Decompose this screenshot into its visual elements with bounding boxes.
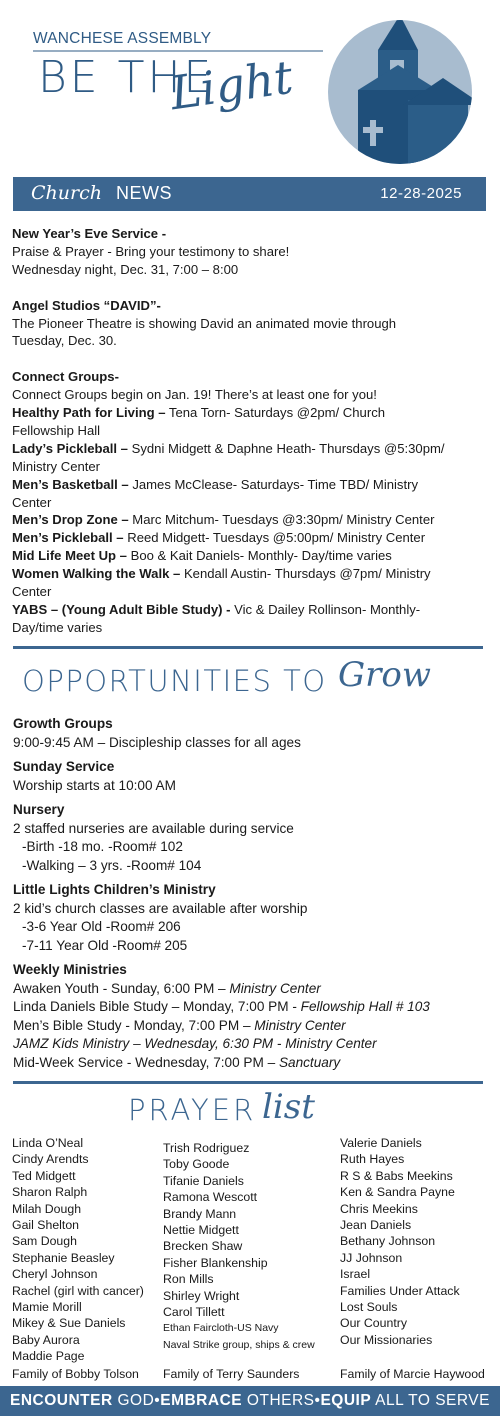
group-detail: Vic & Dailey Rollinson- Monthly- <box>230 602 421 617</box>
light-script-text: Light <box>166 49 296 121</box>
prayer-name: Milah Dough <box>12 1201 82 1216</box>
nursery-section <box>13 801 483 875</box>
ministry-line <box>13 1035 483 1054</box>
prayer-name: Ramona Wescott <box>163 1190 258 1205</box>
prayer-column-1 <box>12 1135 144 1365</box>
group-item <box>12 476 482 494</box>
ministry-location: Ministry Center <box>229 980 321 996</box>
prayer-name: Toby Goode <box>163 1157 230 1172</box>
header <box>0 0 500 175</box>
group-name: Men’s Drop Zone – <box>12 512 129 528</box>
prayer-name: Valerie Daniels <box>340 1136 422 1150</box>
prayer-name: Our Missionaries <box>340 1332 433 1347</box>
prayer-name: Maddie Page <box>12 1349 85 1364</box>
group-item <box>12 565 482 583</box>
weekly-ministries-section <box>13 961 483 1072</box>
group-detail-cont: Ministry Center <box>12 458 101 474</box>
group-detail: Sydni Midgett & Daphne Heath- Thursdays @5:30pm/ <box>127 440 445 456</box>
prayer-title: PRAYER <box>128 1093 257 1127</box>
prayer-name: Cheryl Johnson <box>12 1267 98 1282</box>
prayer-name: Israel <box>340 1267 371 1282</box>
prayer-name: Mikey & Sue Daniels <box>12 1316 126 1331</box>
angel-line: The Pioneer Theatre is showing David an animated movie through <box>12 315 397 331</box>
prayer-name: Our Country <box>340 1316 407 1331</box>
ministry-text: Mid-Week Service - Wednesday, 7:00 PM – <box>13 1054 279 1070</box>
church-steeple-logo-icon <box>318 10 483 165</box>
prayer-name: Ruth Hayes <box>340 1152 405 1167</box>
section-heading: Sunday Service <box>13 759 115 774</box>
prayer-name: Gail Shelton <box>12 1218 79 1233</box>
section-line: 2 kid’s church classes are available after worship <box>13 900 308 916</box>
prayer-name: Shirley Wright <box>163 1288 240 1303</box>
prayer-name: Jean Daniels <box>340 1218 412 1233</box>
grow-script-text: Grow <box>338 655 431 695</box>
footer-word: ENCOUNTER <box>10 1392 113 1409</box>
ministry-text: Linda Daniels Bible Study – Monday, 7:00 PM - <box>13 999 301 1014</box>
nye-line: Praise & Prayer - Bring your testimony to share! <box>12 243 290 259</box>
church-news-bar <box>13 177 486 211</box>
prayer-name: Lost Souls <box>340 1300 398 1315</box>
prayer-name: Stephanie Beasley <box>12 1250 115 1265</box>
divider <box>13 1081 483 1084</box>
group-item <box>12 440 482 458</box>
group-item <box>12 601 482 619</box>
prayer-name: JJ Johnson <box>340 1250 403 1265</box>
footer-word: EQUIP <box>320 1392 372 1409</box>
prayer-name: Families Under Attack <box>340 1283 460 1298</box>
be-the-text: BE THE <box>38 52 215 103</box>
news-date: 12-28-2025 <box>380 185 462 202</box>
section-line: Worship starts at 10:00 AM <box>13 777 176 793</box>
prayer-name: Ted Midgett <box>12 1168 76 1183</box>
footer-tagline <box>0 1386 500 1416</box>
group-detail: Boo & Kait Daniels- Monthly- Day/time varies <box>126 548 392 564</box>
ministry-text: Men’s Bible Study - Monday, 7:00 PM – <box>13 1017 255 1033</box>
prayer-name: R S & Babs Meekins <box>340 1168 453 1183</box>
prayer-name: Fisher Blankenship <box>163 1255 268 1270</box>
footer-separator: • <box>154 1392 161 1409</box>
section-heading: Nursery <box>13 802 65 817</box>
prayer-name: Bethany Johnson <box>340 1234 436 1249</box>
section-heading: Little Lights Children’s Ministry <box>13 882 216 897</box>
group-detail-cont: Fellowship Hall <box>12 422 101 438</box>
group-item <box>12 511 482 529</box>
connect-title: Connect Groups- <box>12 369 119 385</box>
group-name: Men’s Pickleball – <box>12 530 124 546</box>
prayer-name: Sharon Ralph <box>12 1185 88 1200</box>
footer-text: GOD <box>117 1392 155 1409</box>
prayer-name: Ron Mills <box>163 1272 214 1287</box>
divider <box>13 646 483 649</box>
growth-groups-section <box>13 715 483 752</box>
group-detail: Reed Midgett- Tuesdays @5:00pm/ Ministry Center <box>123 530 426 546</box>
ministry-line <box>13 1017 483 1036</box>
prayer-name: Carol Tillett <box>163 1305 225 1320</box>
group-name: Women Walking the Walk – <box>12 566 181 582</box>
footer-text: ALL TO SERVE <box>375 1392 490 1409</box>
org-name: WANCHESE ASSEMBLY <box>33 30 212 47</box>
group-name: Men’s Basketball – <box>12 476 129 492</box>
group-name: Lady’s Pickleball – <box>12 440 128 456</box>
prayer-name: Rachel (girl with cancer) <box>12 1283 144 1298</box>
prayer-family-item: Family of Bobby Tolson <box>12 1367 139 1381</box>
news-script-text: Church <box>31 182 102 204</box>
prayer-name: Trish Rodriguez <box>163 1141 250 1155</box>
ministry-location: JAMZ Kids Ministry – Wednesday, 6:30 PM - Ministry Center <box>13 1036 377 1051</box>
prayer-name: Brandy Mann <box>163 1206 237 1221</box>
prayer-family-item: Family of Marcie Haywood <box>340 1367 485 1381</box>
opportunities-content <box>13 715 483 1078</box>
footer-word: EMBRACE <box>160 1392 243 1409</box>
section-line: 9:00-9:45 AM – Discipleship classes for all ages <box>13 734 301 750</box>
section-line: -3-6 Year Old -Room# 206 <box>22 919 181 934</box>
angel-line: Tuesday, Dec. 30. <box>12 333 117 349</box>
prayer-column-2 <box>163 1140 315 1353</box>
prayer-name: Ken & Sandra Payne <box>340 1185 455 1200</box>
group-detail-cont: Center <box>12 584 52 600</box>
ministry-location: Ministry Center <box>254 1017 346 1033</box>
footer-text: OTHERS <box>246 1392 315 1409</box>
prayer-name: Brecken Shaw <box>163 1239 243 1254</box>
nye-line: Wednesday night, Dec. 31, 7:00 – 8:00 <box>12 261 239 277</box>
ministry-location: Fellowship Hall # 103 <box>300 999 430 1014</box>
prayer-column-3 <box>340 1135 460 1348</box>
group-item <box>12 404 482 422</box>
ministry-line <box>13 980 483 999</box>
group-detail: Tena Torn- Saturdays @2pm/ Church <box>165 405 386 421</box>
sunday-service-section <box>13 758 483 795</box>
group-item <box>12 529 482 547</box>
angel-title: Angel Studios “DAVID”- <box>12 297 161 313</box>
news-title: NEWS <box>116 183 172 203</box>
prayer-name: Sam Dough <box>12 1234 77 1249</box>
little-lights-section <box>13 881 483 955</box>
list-script-text: list <box>262 1087 315 1127</box>
section-heading: Growth Groups <box>13 716 113 731</box>
group-name: YABS – (Young Adult Bible Study) - <box>12 602 231 617</box>
section-line: -Birth -18 mo. -Room# 102 <box>22 839 183 854</box>
prayer-name: Nettie Midgett <box>163 1223 239 1238</box>
group-detail: Kendall Austin- Thursdays @7pm/ Ministry <box>180 566 431 582</box>
connect-intro: Connect Groups begin on Jan. 19! There’s at least one for you! <box>12 387 377 403</box>
section-line: -Walking – 3 yrs. -Room# 104 <box>22 857 202 873</box>
prayer-name: Naval Strike group, ships & crew <box>163 1338 315 1351</box>
opportunities-title: OPPORTUNITIES TO <box>22 664 327 698</box>
group-detail-cont: Center <box>12 494 52 510</box>
prayer-name: Tifanie Daniels <box>163 1173 244 1188</box>
prayer-name: Cindy Arendts <box>12 1152 89 1167</box>
prayer-name: Linda O’Neal <box>12 1136 84 1150</box>
prayer-family-item: Family of Terry Saunders <box>163 1367 300 1381</box>
ministry-line <box>13 1054 483 1073</box>
ministry-text: Awaken Youth - Sunday, 6:00 PM – <box>13 980 230 996</box>
section-line: 2 staffed nurseries are available during service <box>13 820 294 836</box>
prayer-name: Ethan Faircloth-US Navy <box>163 1322 279 1335</box>
footer-separator: • <box>314 1392 321 1409</box>
group-name: Healthy Path for Living – <box>12 405 166 421</box>
prayer-name: Chris Meekins <box>340 1201 418 1216</box>
group-name: Mid Life Meet Up – <box>12 548 127 564</box>
nye-title: New Year’s Eve Service - <box>12 226 167 241</box>
prayer-name: Baby Aurora <box>12 1332 80 1347</box>
ministry-line <box>13 998 483 1017</box>
prayer-name: Mamie Morill <box>12 1300 82 1315</box>
group-detail-cont: Day/time varies <box>12 619 103 635</box>
section-line: -7-11 Year Old -Room# 205 <box>22 937 188 953</box>
news-content <box>12 225 482 637</box>
group-detail: James McClease- Saturdays- Time TBD/ Ministry <box>128 476 419 492</box>
group-item <box>12 547 482 565</box>
section-heading: Weekly Ministries <box>13 962 127 977</box>
group-detail: Marc Mitchum- Tuesdays @3:30pm/ Ministry Center <box>128 512 435 528</box>
ministry-location: Sanctuary <box>278 1054 341 1070</box>
